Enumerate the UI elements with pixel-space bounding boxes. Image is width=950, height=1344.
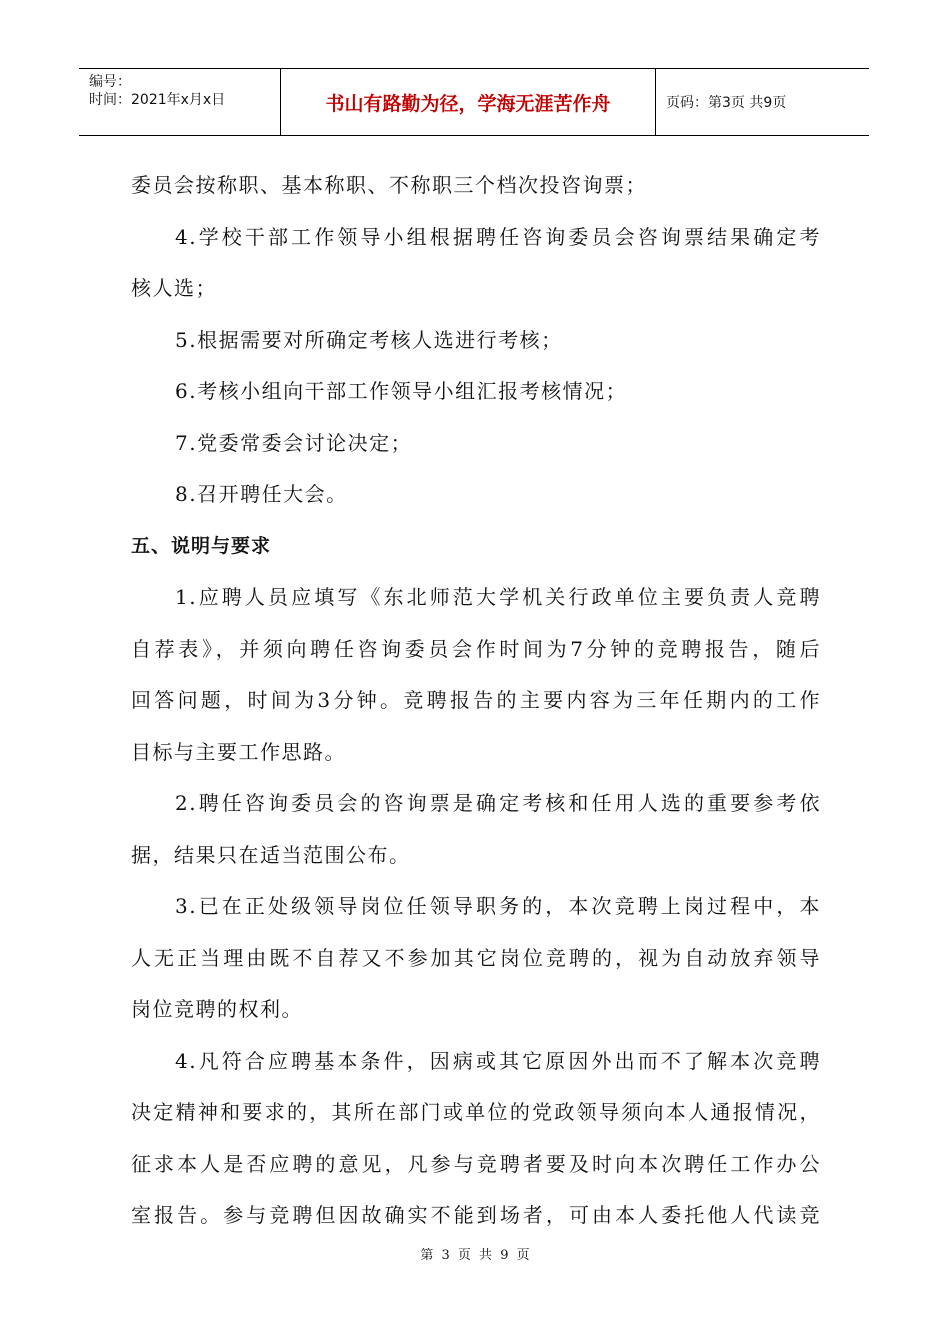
text-line: 决定精神和要求的，其所在部门或单位的党政领导须向本人通报情况， xyxy=(131,1100,821,1124)
header-number: 编号： xyxy=(89,74,131,90)
text-line: 目标与主要工作思路。 xyxy=(131,739,346,764)
header-page-info: 页码：第3页 共9页 xyxy=(666,95,787,111)
text-line: 8.召开聘任大会。 xyxy=(175,482,348,506)
text-line: 核人选； xyxy=(131,276,217,300)
text-line: 人无正当理由既不自荐又不参加其它岗位竞聘的，视为自动放弃领导 xyxy=(131,945,821,970)
text-line: 征求本人是否应聘的意见，凡参与竞聘者要及时向本次聘任工作办公 xyxy=(131,1151,821,1176)
text-line: 7.党委常委会讨论决定； xyxy=(175,430,413,455)
text-line: 1.应聘人员应填写《东北师范大学机关行政单位主要负责人竞聘 xyxy=(175,585,821,609)
text-line: 2.聘任咨询委员会的咨询票是确定考核和任用人选的重要参考依 xyxy=(175,791,821,815)
text-line: 回答问题，时间为3分钟。竞聘报告的主要内容为三年任期内的工作 xyxy=(131,688,821,712)
document-body xyxy=(131,160,821,1242)
header-meta xyxy=(79,69,281,135)
text-line: 自荐表》，并须向聘任咨询委员会作时间为7分钟的竞聘报告，随后 xyxy=(131,636,821,661)
text-line: 6.考核小组向干部工作领导小组汇报考核情况； xyxy=(175,379,628,403)
section-heading: 五、说明与要求 xyxy=(131,534,272,557)
text-line: 室报告。参与竞聘但因故确实不能到场者，可由本人委托他人代读竞 xyxy=(131,1203,821,1227)
text-line: 据，结果只在适当范围公布。 xyxy=(131,842,411,867)
text-line: 3.已在正处级领导岗位任领导职务的，本次竞聘上岗过程中，本 xyxy=(175,894,821,918)
text-line: 岗位竞聘的权利。 xyxy=(131,997,303,1021)
text-line: 委员会按称职、基本称职、不称职三个档次投咨询票； xyxy=(131,173,647,197)
text-line: 5.根据需要对所确定考核人选进行考核； xyxy=(175,327,563,352)
text-line: 4.学校干部工作领导小组根据聘任咨询委员会咨询票结果确定考 xyxy=(175,224,821,249)
page-header xyxy=(79,68,869,136)
page-footer: 第 3 页 共 9 页 xyxy=(420,1248,530,1263)
header-time: 时间：2021年x月x日 xyxy=(89,92,226,108)
header-motto: 书山有路勤为径，学海无涯苦作舟 xyxy=(281,69,656,135)
text-line: 4.凡符合应聘基本条件，因病或其它原因外出而不了解本次竞聘 xyxy=(175,1048,821,1073)
